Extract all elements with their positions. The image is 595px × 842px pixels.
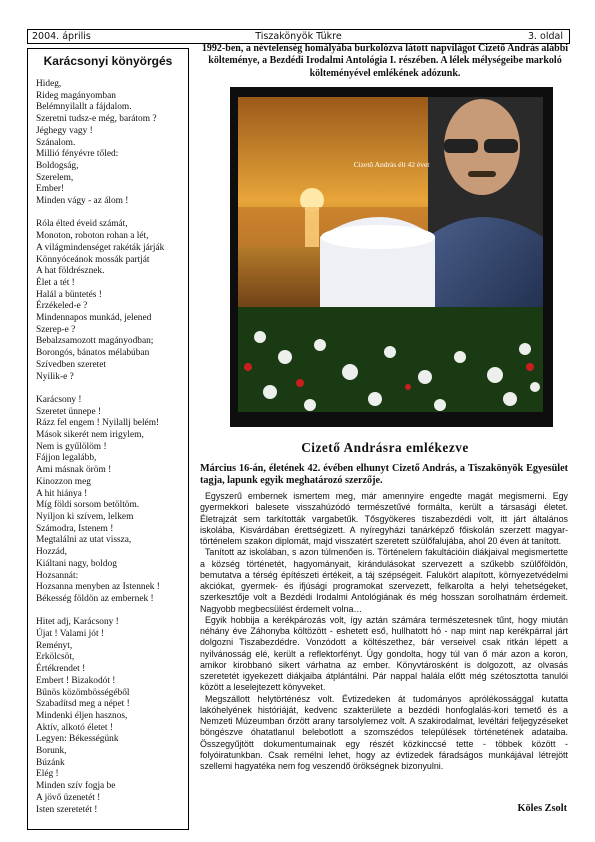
poem-line: Hozzád,	[36, 547, 67, 558]
poem-line: Szerep-e ?	[36, 324, 76, 335]
poem-line: Minden vágy - az álom !	[36, 196, 129, 207]
poem-line: Nyiljon ki szívem, lelkem	[36, 511, 134, 522]
poem-line: Karácsony !	[36, 394, 82, 405]
poem-line: Monoton, roboton rohan a lét,	[36, 231, 149, 242]
poem-line: Róla élted éveid számát,	[36, 219, 128, 230]
poem-line: Újat ! Valami jót !	[36, 629, 105, 639]
poem-line: Számodra, Istenem !	[36, 523, 114, 534]
poem-line: Élet a tét !	[36, 277, 75, 288]
memorial-title: Cizető Andrásra emlékezve	[301, 440, 469, 455]
poem-line: Fájjon legalább,	[36, 453, 97, 464]
poem-line: Mindenki éljen hasznos,	[36, 710, 128, 721]
poem-line: Szerelem,	[36, 172, 74, 183]
poem-line: Elég !	[36, 769, 59, 780]
photo-image	[230, 87, 553, 427]
article-paragraph: Egyszerű embernek ismertem meg, már amennyire engedte magát megismerni. Egy gyermekkori balesete visszahúzódó természetűvé formálta, került a társasági életet. Életrajzát sem tarkították vargabetűk. Tősgyökeres tiszabezdédi volt, itt járt általános iskolába, Kisvárdában érettségizett. A nyíregyházi tanárképző főiskolán szerzett magyar-történelem szakon diplomát, majd visszatért szeretett szülőfalujába, ahol 20 éven át tanított.	[200, 491, 568, 546]
page-number: 3. oldal	[527, 31, 563, 42]
poem-line: Kiáltani nagy, boldog	[36, 558, 117, 569]
poem-line: A világmindenséget rakéták járják	[36, 242, 165, 253]
poem-line: Isten szeretetét !	[36, 804, 98, 815]
poem-line: Hozsannát:	[36, 570, 79, 581]
poem-line: Szabadítsd meg a népet !	[36, 699, 130, 710]
newspaper-title: Tiszakönyök Tükre	[255, 31, 342, 42]
poem-line: Hozsanna menyben az Istennek !	[36, 582, 160, 593]
poem-line: A hit hiánya !	[36, 488, 88, 499]
article-paragraph: Tanított az iskolában, s azon túlmenően is. Történelem fakultációin diákjaival megismertette a község történetét, hagyományait, kirándulásokat szervezett a szűkebb szülőföldön, bemutatva a térség építészeti értékeit, a táj szépségeit. Falukört alapított, környezetvédelmi akciókat, gyermek- és ifjúsági programokat szervezett, felkarolta a helyi tehetségeket, szerkesztője volt a Bezdédi Irodalmi Antológiának és még hosszan sorolhatnám érdemeit. Nagyobb megbecsülést érdemelt volna…	[200, 547, 568, 614]
poem-line: Ember!	[36, 184, 65, 195]
poem-line: Erkölcsöt,	[36, 652, 75, 663]
memorial-photo	[230, 87, 553, 427]
poem-line: Minden szív fogja be	[36, 781, 116, 792]
poem-line: Szánalom.	[36, 137, 76, 148]
poem-line: Ami másnak öröm !	[36, 465, 112, 476]
poem-line: Jéghegy vagy !	[36, 125, 93, 136]
poem-line: Szeretni tudsz-e még, barátom ?	[36, 114, 157, 125]
poem-line: Értékrendet !	[36, 664, 86, 675]
poem-line: Reményt,	[36, 640, 73, 651]
poem-line: Nem is gyűlölöm !	[36, 441, 107, 452]
poem-line: Könnyóceánok mossák partját	[36, 254, 150, 265]
poem-line: Szívedben szeretet	[36, 359, 107, 370]
poem-line: Mások sikerét nem irigylem,	[36, 430, 144, 441]
poem-line: Hideg,	[36, 79, 62, 89]
poem-line: Nyilik-e ?	[36, 371, 74, 382]
poem-line: Kinozzon meg	[36, 476, 91, 487]
poem-line: Békesség földön az embernek !	[36, 593, 154, 604]
poem-line: Rideg magányomban	[36, 90, 116, 101]
poem-line: Míg földi sorsom betöltöm.	[36, 500, 140, 511]
intro-text: 1992-ben, a névtelenség homályába burkolózva látott napvilágot Cizető András alábbi költeménye, a Bezdédi Irodalmi Antológia I. részében. A lélek mélységeibe markoló költeményével emlékének adózunk.	[201, 43, 569, 79]
poem-line: Hitet adj, Karácsony !	[36, 617, 119, 628]
poem-line: Bebalzsamozott magányodban;	[36, 336, 154, 347]
poem-line: Halál a büntetés !	[36, 289, 102, 300]
poem-box	[27, 48, 189, 830]
article-body	[200, 491, 568, 772]
poem-line: Mindennapos munkád, jelened	[36, 313, 152, 324]
article-paragraph: Megszállott helytörténész volt. Évtizedeken át tudományos aprólékossággal kutatta lakóhelyének históriáját, kedvenc szakterülete a bezdédi honfoglalás-kori temető és a Nemzeti Múzeumban őrzött arany tarsolylemez volt. A szakirodalmat, levéltári feljegyzéseket böngészve óhatatlanul belebotlott a szomszédos települések történetének adataiba. Összegyűjtött dokumentumainak egy részét közkinccsé tette - többek között - folyóiratunkban. Csak remélni lehet, hogy az évtizedek fáradságos munkájával létrejött szellemi hagyatéka nem fog veszendő örökségnek bizonyulni.	[200, 693, 568, 771]
poem-line: Megtalálni az utat visszа,	[36, 535, 132, 546]
article-paragraph: Egyik hobbija a kerékpározás volt, így aztán számára természetesnek tűnt, hogy miután néhány éve Záhonyba költözött - eshetett eső, hullhatott hó - nap mint nap kerékpárral járt dolgozni Tiszabezdédre. Vonzódott a költészethez, bár verseivel csak ritkán lépett a nyilvánosság elé, került a reflektorfényt. Úgy gondolta, hogy túl van ő már azon a koron, amikor kirobbanó sikert várhatna az ember. Könyvtárosként is dolgozott, az olvasás szeretetét igyekezett diákjaiba átplántálni. Pár nappal halála előtt még szétosztotta tanulói között a leselejtezett könyveket.	[200, 614, 568, 693]
poem-line: Boldogság,	[36, 160, 79, 171]
page-header	[27, 29, 570, 44]
photo-caption: Cizető András élt 42 évet	[353, 160, 430, 169]
poem-line: Embert ! Bizakodót !	[36, 675, 116, 686]
poem-line: Borunk,	[36, 746, 67, 757]
poem-line: A hat földrésznek.	[36, 266, 105, 277]
poem-title: Karácsonyi könyörgés	[43, 54, 173, 68]
poem-text	[36, 79, 186, 816]
poem-line: Aktív, alkotó életet !	[36, 722, 113, 733]
poem-line: Borongós, bánatos mélabúban	[36, 348, 150, 359]
poem-line: Búzánk	[36, 757, 65, 768]
poem-line: Szeretet ünnepe !	[36, 406, 102, 417]
poem-line: Legyen: Békességünk	[36, 734, 119, 745]
poem-line: Érzékeled-e ?	[36, 301, 88, 312]
poem-line: Millió fényévre tőled:	[36, 149, 119, 160]
poem-line: Belémnyilallt a fájdalom.	[36, 102, 132, 113]
poem-line: Rázz fel engem ! Nyilallj belém!	[36, 418, 160, 429]
issue-date: 2004. április	[32, 31, 91, 42]
poem-line: Bűnös közömbösségéből	[36, 687, 130, 698]
author-name: Köles Zsolt	[517, 803, 567, 814]
lead-paragraph: Március 16-án, életének 42. évében elhunyt Cizető András, a Tiszakönyök Egyesület tagja, lapunk egyik meghatározó szerzője.	[200, 463, 568, 487]
poem-line: A jövő üzenetét !	[36, 792, 101, 803]
